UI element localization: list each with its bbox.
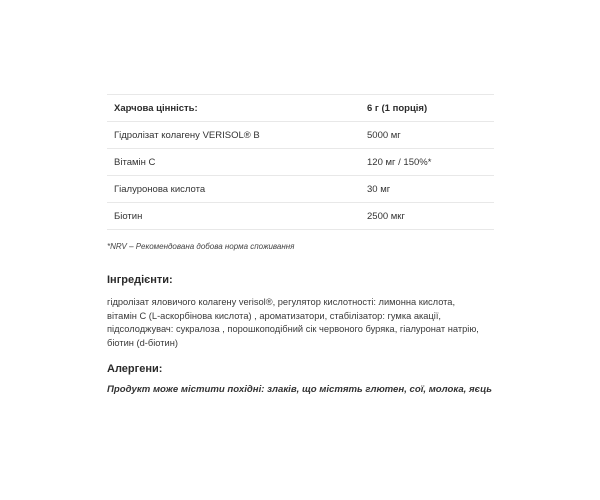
nrv-footnote: *NRV – Рекомендована добова норма споживання <box>107 242 295 251</box>
nutrient-name: Гіалуронова кислота <box>107 176 360 203</box>
allergens-heading: Алергени: <box>107 363 163 375</box>
table-row <box>107 176 494 203</box>
nutrition-table <box>107 94 494 230</box>
ingredients-line: підсолоджувач: сукралоза , порошкоподібний сік червоного буряка, гіалуронат натрію, <box>107 324 479 334</box>
nutrition-header-row <box>107 95 494 122</box>
nutrient-value: 30 мг <box>360 176 494 203</box>
nutrient-name: Біотин <box>107 203 360 230</box>
nutrition-header-value: 6 г (1 порція) <box>360 95 494 122</box>
nutrition-header-label: Харчова цінність: <box>107 95 360 122</box>
nutrient-name: Гідролізат колагену VERISOL® B <box>107 122 360 149</box>
product-info <box>107 94 494 395</box>
nutrient-value: 2500 мкг <box>360 203 494 230</box>
ingredients-line: біотин (d-біотин) <box>107 337 178 348</box>
nutrient-value: 5000 мг <box>360 122 494 149</box>
table-row <box>107 149 494 176</box>
table-row <box>107 122 494 149</box>
allergens-text: Продукт може містити похідні: злаків, що містять глютен, сої, молока, яєць <box>107 384 492 395</box>
ingredients-heading: Інгредієнти: <box>107 274 173 286</box>
nutrient-value: 120 мг / 150%* <box>360 149 494 176</box>
ingredients-line: вітамін С (L-аскорбінова кислота) , ароматизатори, стабілізатор: гумка акації, <box>107 310 442 321</box>
ingredients-line: гідролізат яловичого колагену verisol®, регулятор кислотності: лимонна кислота, <box>107 297 456 307</box>
table-row <box>107 203 494 230</box>
ingredients-text <box>107 296 497 350</box>
nutrient-name: Вітамін С <box>107 149 360 176</box>
